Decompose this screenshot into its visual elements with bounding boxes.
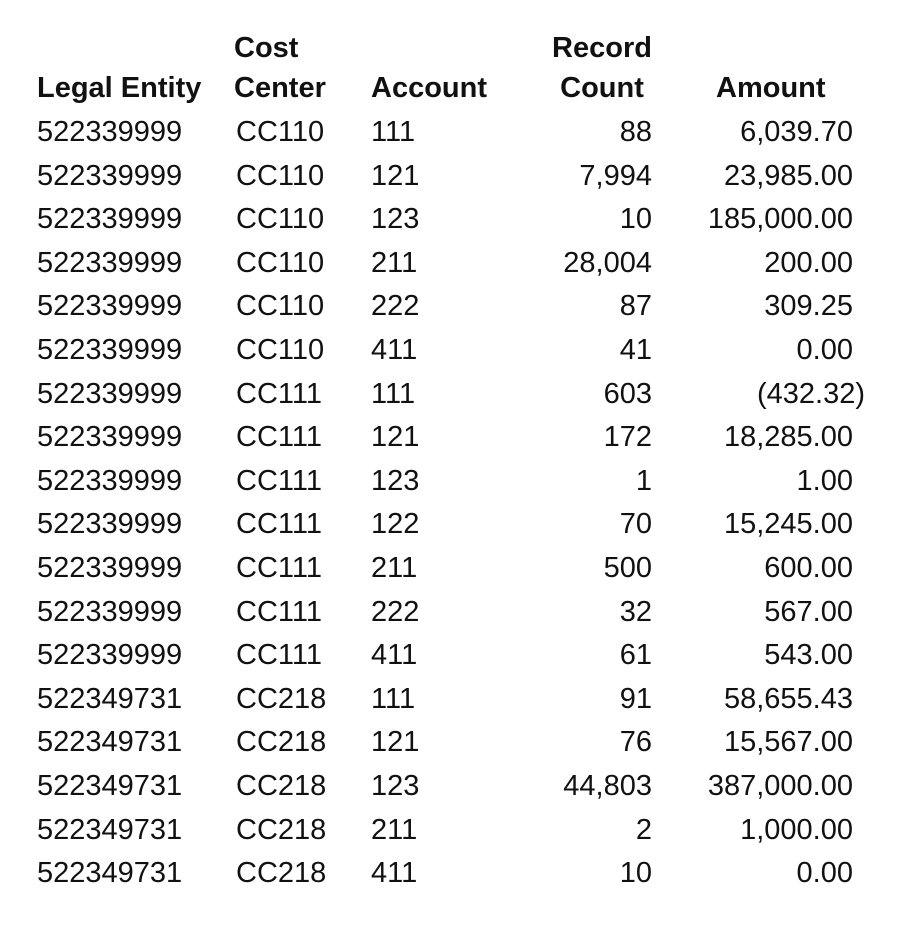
cell-record-count: 91 [619,682,652,715]
cell-cost-center: CC218 [236,769,327,802]
table-row [0,155,908,199]
cell-amount: 200.00 [764,246,853,279]
cell-cost-center: CC111 [236,639,322,672]
header-record-count-line-2: Count [560,72,644,104]
header-cost-center-line-2: Center [234,72,326,104]
cell-account: 121 [371,726,420,759]
header-cost-center-line-1: Cost [234,32,299,64]
cell-cost-center: CC111 [236,595,322,628]
cell-account: 123 [371,203,420,236]
cell-cost-center: CC111 [236,421,322,454]
cell-legal-entity: 522349731 [37,857,183,890]
cell-cost-center: CC110 [236,159,325,192]
cell-amount: 6,039.70 [740,116,853,148]
cell-account: 211 [371,551,418,584]
cell-cost-center: CC111 [236,464,322,497]
header-amount-line-1 [716,28,826,68]
cell-legal-entity: 522349731 [37,769,183,802]
cell-record-count: 500 [603,551,652,584]
cell-cost-center: CC111 [236,551,322,584]
cell-amount: 1,000.00 [740,813,853,846]
cell-cost-center: CC110 [236,203,325,236]
cell-account: 111 [371,116,416,148]
cell-account: 411 [371,639,418,672]
cell-legal-entity: 522339999 [37,159,183,192]
cell-account: 121 [371,159,420,192]
cell-cost-center: CC218 [236,813,327,846]
cell-cost-center: CC111 [236,377,322,410]
cell-legal-entity: 522339999 [37,333,183,366]
header-amount-line-2: Amount [716,72,826,104]
table-row [0,678,908,722]
cell-amount: 567.00 [764,595,853,628]
cell-amount: 185,000.00 [707,203,853,236]
header-record-count-line-1: Record [552,32,652,64]
header-account-line-1 [371,28,487,68]
cell-record-count: 172 [603,421,652,454]
cell-legal-entity: 522339999 [37,595,183,628]
cell-amount: 309.25 [764,290,853,323]
table-row [0,460,908,504]
cell-record-count: 10 [619,203,652,236]
cell-record-count: 32 [619,595,652,628]
cell-amount: 0.00 [796,857,853,890]
cell-amount: 15,245.00 [723,508,853,541]
cell-record-count: 2 [635,813,652,846]
table-row [0,634,908,678]
cell-amount: (432.32) [756,377,865,410]
cell-amount: 600.00 [764,551,853,584]
table-row [0,591,908,635]
cell-legal-entity: 522339999 [37,639,183,672]
table-row [0,285,908,329]
table-row [0,416,908,460]
cell-account: 121 [371,421,420,454]
table-row [0,547,908,591]
cell-account: 123 [371,464,420,497]
cell-amount: 1.00 [796,464,853,497]
cell-amount: 23,985.00 [723,159,853,192]
cell-legal-entity: 522339999 [37,203,183,236]
cell-account: 411 [371,857,418,890]
cell-legal-entity: 522339999 [37,508,183,541]
cell-legal-entity: 522349731 [37,726,183,759]
cell-account: 222 [371,290,420,323]
cell-cost-center: CC110 [236,333,325,366]
cell-legal-entity: 522339999 [37,246,183,279]
cell-amount: 543.00 [764,639,853,672]
table-row [0,809,908,853]
cell-record-count: 28,004 [563,246,652,279]
cell-legal-entity: 522339999 [37,290,183,323]
cell-cost-center: CC110 [236,290,325,323]
table-body [0,111,908,896]
cell-cost-center: CC218 [236,726,327,759]
cell-cost-center: CC110 [236,116,325,148]
cell-amount: 58,655.43 [723,682,853,715]
cell-record-count: 603 [603,377,652,410]
cell-account: 211 [371,246,418,279]
cell-record-count: 76 [619,726,652,759]
cell-record-count: 70 [619,508,652,541]
cell-record-count: 87 [619,290,652,323]
table-row [0,198,908,242]
cell-account: 411 [371,333,418,366]
cell-record-count: 1 [635,464,652,497]
table-row [0,852,908,896]
cell-legal-entity: 522339999 [37,421,183,454]
cell-amount: 387,000.00 [707,769,853,802]
cell-account: 111 [371,377,416,410]
cell-legal-entity: 522339999 [37,551,183,584]
header-record-count [546,28,658,108]
cell-cost-center: CC218 [236,682,327,715]
cell-account: 123 [371,769,420,802]
cell-legal-entity: 522339999 [37,464,183,497]
table-row [0,765,908,809]
cell-record-count: 61 [619,639,652,672]
cell-amount: 15,567.00 [723,726,853,759]
table-row [0,721,908,765]
cell-legal-entity: 522349731 [37,682,183,715]
table-row [0,503,908,547]
table-row [0,329,908,373]
cell-account: 122 [371,508,420,541]
cell-legal-entity: 522339999 [37,116,183,148]
cell-cost-center: CC218 [236,857,327,890]
cell-legal-entity: 522339999 [37,377,183,410]
cell-record-count: 44,803 [563,769,652,802]
cell-legal-entity: 522349731 [37,813,183,846]
cell-account: 211 [371,813,418,846]
cell-cost-center: CC110 [236,246,325,279]
cell-account: 111 [371,682,416,715]
header-legal-entity-line-1 [37,28,201,68]
cell-record-count: 41 [619,333,652,366]
header-cost-center [234,28,326,108]
table-row [0,111,908,155]
cell-account: 222 [371,595,420,628]
header-legal-entity-line-2: Legal Entity [37,72,202,104]
cell-cost-center: CC111 [236,508,322,541]
header-account-line-2: Account [371,72,487,104]
header-legal-entity [37,28,201,108]
cell-record-count: 7,994 [579,159,652,192]
table-row [0,242,908,286]
cell-amount: 18,285.00 [723,421,853,454]
header-amount [716,28,826,108]
header-account [371,28,487,108]
cell-amount: 0.00 [796,333,853,366]
table-row [0,373,908,417]
cell-record-count: 88 [619,116,652,148]
cell-record-count: 10 [619,857,652,890]
